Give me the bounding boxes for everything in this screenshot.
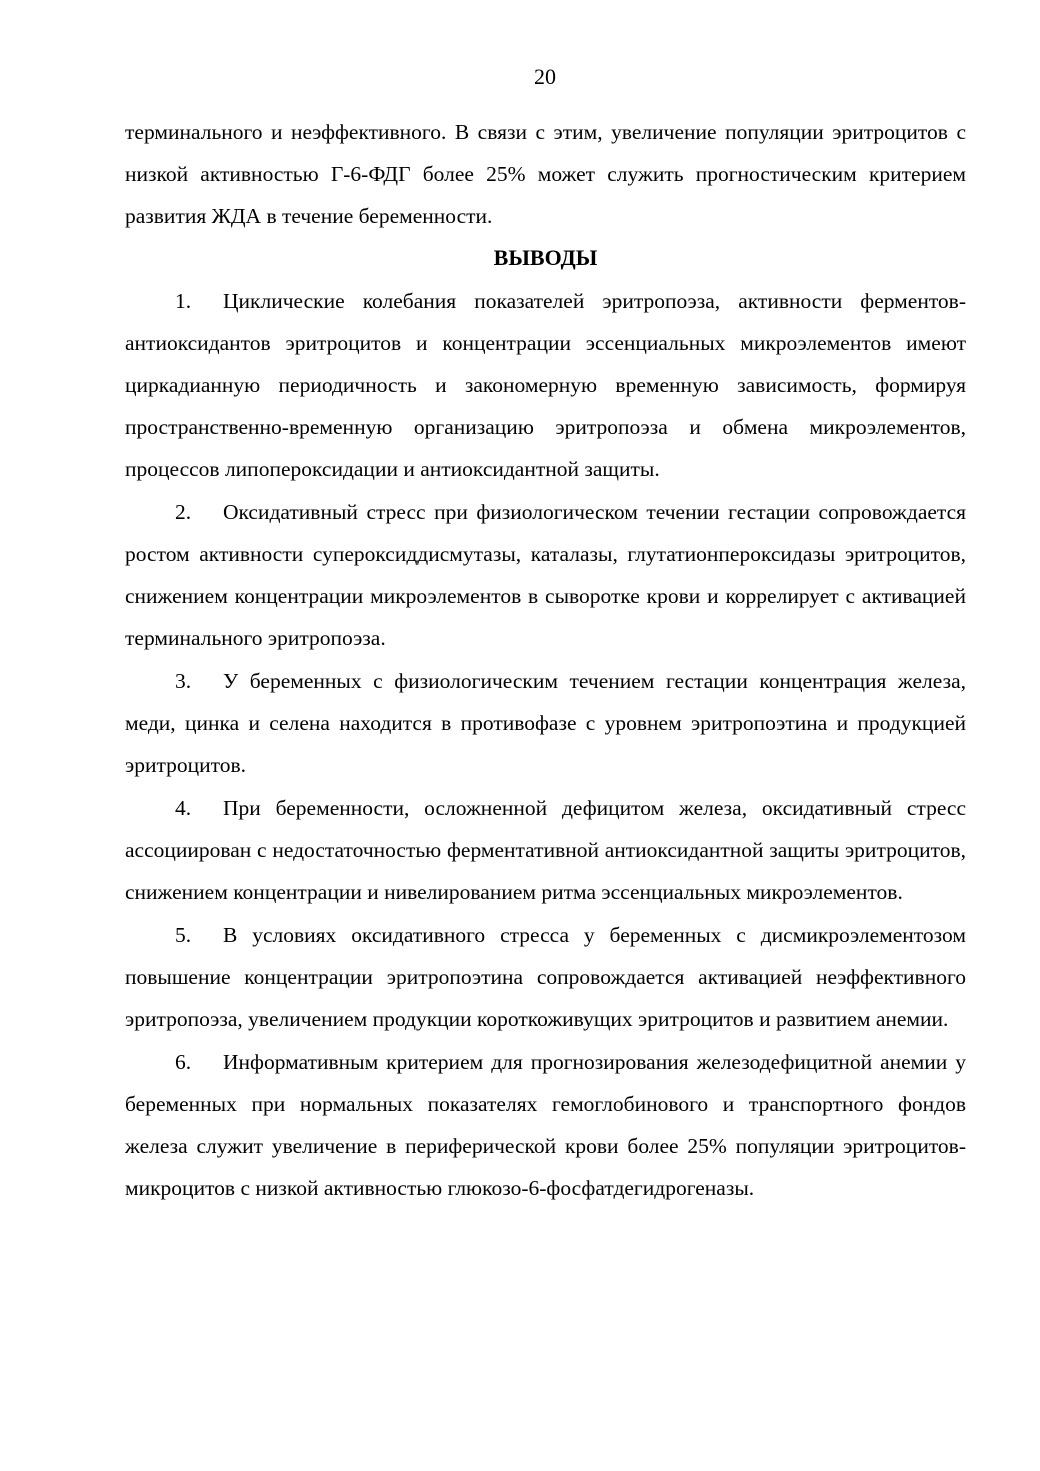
conclusion-text: Информативным критерием для прогнозирования железодефицитной анемии у беременных при нормальных показателях гемоглобинового и транспортного фондов железа служит увеличение в периферической крови более 25% популяции эритроцитов-микроцитов с низкой активностью глюкозо-6-фосфатдегидрогеназы. xyxy=(125,1050,966,1200)
conclusion-number: 3. xyxy=(175,669,192,693)
conclusion-number: 1. xyxy=(175,289,192,313)
conclusion-text: При беременности, осложненной дефицитом железа, оксидативный стресс ассоциирован с недостаточностью ферментативной антиоксидантной защиты эритроцитов, снижением концентрации и нивелированием ритма эссенциальных микроэлементов. xyxy=(125,796,966,904)
conclusion-item-4 xyxy=(125,787,966,913)
conclusion-text: У беременных с физиологическим течением гестации концентрация железа, меди, цинка и селена находится в противофазе с уровнем эритропоэтина и продукцией эритроцитов. xyxy=(125,669,966,777)
conclusion-number: 5. xyxy=(175,923,192,947)
conclusion-item-2 xyxy=(125,491,966,659)
conclusion-number: 2. xyxy=(175,500,192,524)
conclusion-number: 6. xyxy=(175,1050,192,1074)
conclusion-text: В условиях оксидативного стресса у беременных с дисмикроэлементозом повышение концентрации эритропоэтина сопровождается активацией неэффективного эритропоэза, увеличением продукции короткоживущих эритроцитов и развитием анемии. xyxy=(125,923,966,1031)
section-heading: ВЫВОДЫ xyxy=(493,245,598,270)
intro-paragraph: терминального и неэффективного. В связи с этим, увеличение популяции эритроцитов с низкой активностью Г-6-ФДГ более 25% может служить прогностическим критерием развития ЖДА в течение беременности. xyxy=(125,120,966,228)
conclusion-text: Оксидативный стресс при физиологическом течении гестации сопровождается ростом активности супероксиддисмутазы, каталазы, глутатионпероксидазы эритроцитов, снижением концентрации микроэлементов в сыворотке крови и коррелирует с активацией терминального эритропоэза. xyxy=(125,500,966,650)
conclusion-item-3 xyxy=(125,660,966,786)
conclusion-item-5 xyxy=(125,914,966,1040)
document-body xyxy=(125,111,966,1209)
conclusion-number: 4. xyxy=(175,796,192,820)
page-number: 20 xyxy=(534,64,556,89)
conclusion-text: Циклические колебания показателей эритропоэза, активности ферментов-антиоксидантов эритроцитов и концентрации эссенциальных микроэлементов имеют циркадианную периодичность и закономерную временную зависимость, формируя пространственно-временную организацию эритропоэза и обмена микроэлементов, процессов липопероксидации и антиоксидантной защиты. xyxy=(125,289,966,481)
conclusion-item-1 xyxy=(125,280,966,490)
conclusion-item-6 xyxy=(125,1041,966,1209)
